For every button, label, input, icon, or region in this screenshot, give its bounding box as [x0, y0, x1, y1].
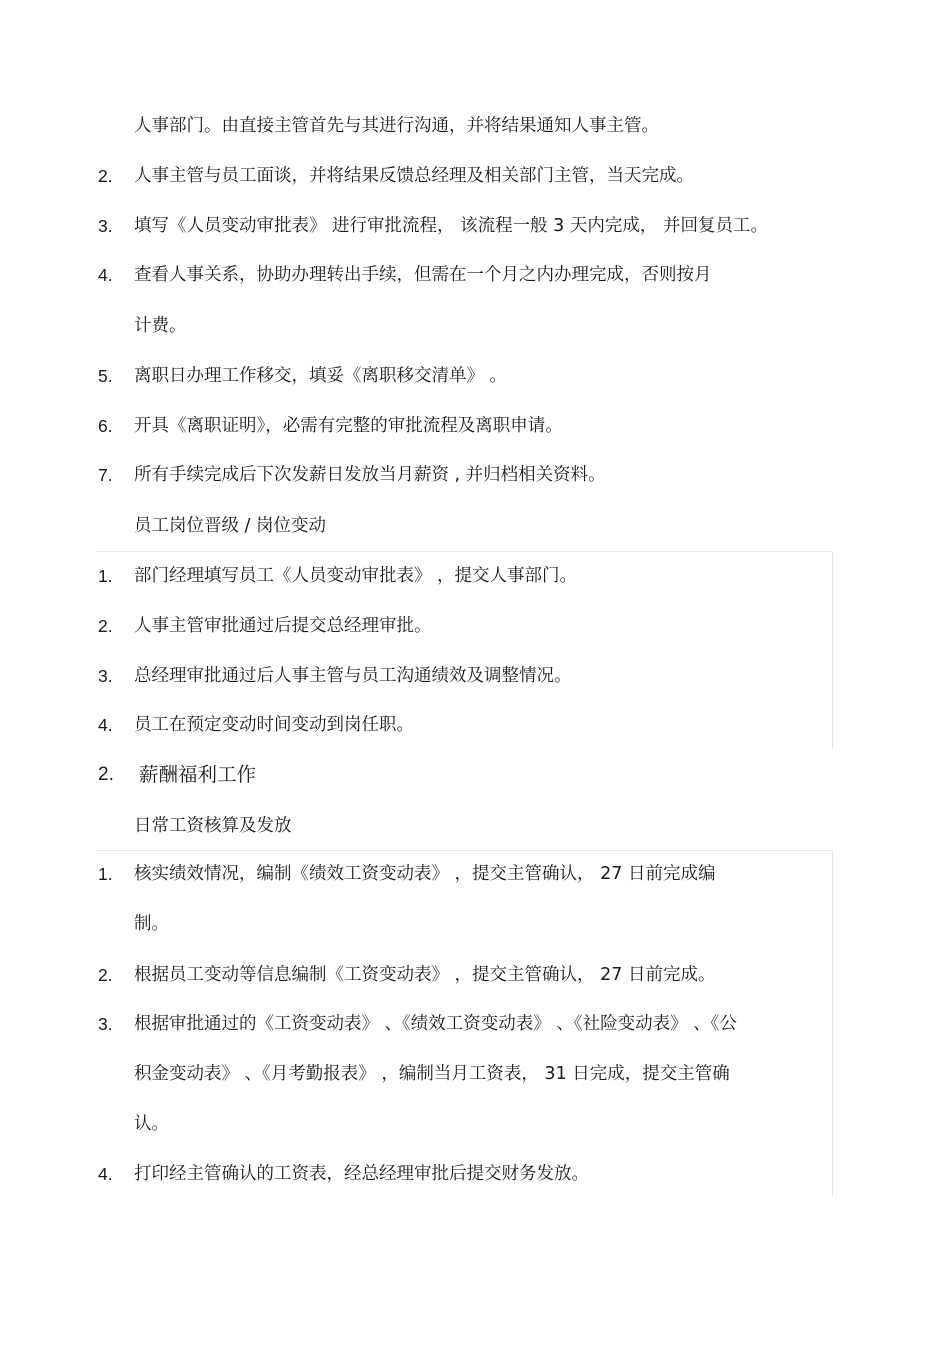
paragraph-continuation [0, 114, 950, 138]
list-item [0, 414, 950, 438]
item-number: 1. [98, 566, 113, 586]
item-text: 根据员工变动等信息编制《工资变动表》 ，提交主管确认， 27 日前完成。 [134, 965, 716, 985]
item-text: 积金变动表》 、《月考勤报表》 ，编制当月工资表， 31 日完成，提交主管确 [134, 1064, 730, 1084]
item-number: 4. [98, 265, 113, 285]
item-number: 3. [98, 1014, 113, 1034]
item-text: 制。 [134, 914, 169, 934]
section-heading [0, 762, 950, 788]
list-item [0, 263, 950, 287]
section-title: 薪酬福利工作 [139, 763, 257, 786]
item-text: 计费。 [134, 316, 187, 336]
item-number: 7. [98, 465, 113, 485]
section-number: 2. [98, 764, 114, 785]
item-number: 3. [98, 666, 113, 686]
subsection-title [0, 814, 950, 838]
list-item [0, 713, 950, 737]
item-number: 4. [98, 715, 113, 735]
list-item [0, 164, 950, 188]
item-text: 根据审批通过的《工资变动表》 、《绩效工资变动表》 、《社险变动表》 、《公 [134, 1014, 737, 1034]
list-item [0, 963, 950, 987]
list-item-continuation [0, 912, 950, 936]
item-text: 打印经主管确认的工资表，经总经理审批后提交财务发放。 [134, 1164, 589, 1184]
item-text: 总经理审批通过后人事主管与员工沟通绩效及调整情况。 [134, 666, 572, 686]
item-text: 认。 [134, 1114, 169, 1134]
list-item [0, 214, 950, 238]
list-item [0, 614, 950, 638]
item-text: 开具《离职证明》，必需有完整的审批流程及离职申请。 [134, 416, 563, 436]
list-item [0, 463, 950, 487]
item-text: 查看人事关系，协助办理转出手续，但需在一个月之内办理完成，否则按月 [134, 265, 712, 285]
item-text: 人事主管审批通过后提交总经理审批。 [134, 616, 432, 636]
item-number: 4. [98, 1164, 113, 1184]
subsection-title [0, 514, 950, 538]
item-number: 2. [98, 616, 113, 636]
list-item [0, 664, 950, 688]
item-text: 离职日办理工作移交，填妥《离职移交清单》 。 [134, 366, 508, 386]
list-item-continuation [0, 1062, 950, 1086]
item-number: 2. [98, 166, 113, 186]
item-text: 部门经理填写员工《人员变动审批表》 ，提交人事部门。 [134, 566, 578, 586]
item-text: 填写《人员变动审批表》 进行审批流程， 该流程一般 3 天内完成， 并回复员工。 [134, 216, 768, 236]
item-text: 人事主管与员工面谈，并将结果反馈总经理及相关部门主管，当天完成。 [134, 166, 694, 186]
item-text: 员工在预定变动时间变动到岗任职。 [134, 715, 414, 735]
list-item-continuation [0, 1112, 950, 1136]
item-text: 核实绩效情况，编制《绩效工资变动表》 ，提交主管确认， 27 日前完成编 [134, 864, 716, 884]
list-item [0, 1162, 950, 1186]
list-item [0, 364, 950, 388]
item-number: 1. [98, 864, 113, 884]
item-number: 2. [98, 965, 113, 985]
line-text: 人事部门。由直接主管首先与其进行沟通，并将结果通知人事主管。 [134, 116, 659, 136]
item-number: 6. [98, 416, 113, 436]
list-item [0, 1012, 950, 1036]
subsection-title-text: 员工岗位晋级 / 岗位变动 [134, 516, 327, 536]
item-text: 所有手续完成后下次发薪日发放当月薪资 , 并归档相关资料。 [134, 465, 606, 485]
item-number: 5. [98, 366, 113, 386]
list-item-continuation [0, 314, 950, 338]
subsection-title-text: 日常工资核算及发放 [134, 816, 292, 836]
item-number: 3. [98, 216, 113, 236]
list-item [0, 862, 950, 886]
list-item [0, 564, 950, 588]
